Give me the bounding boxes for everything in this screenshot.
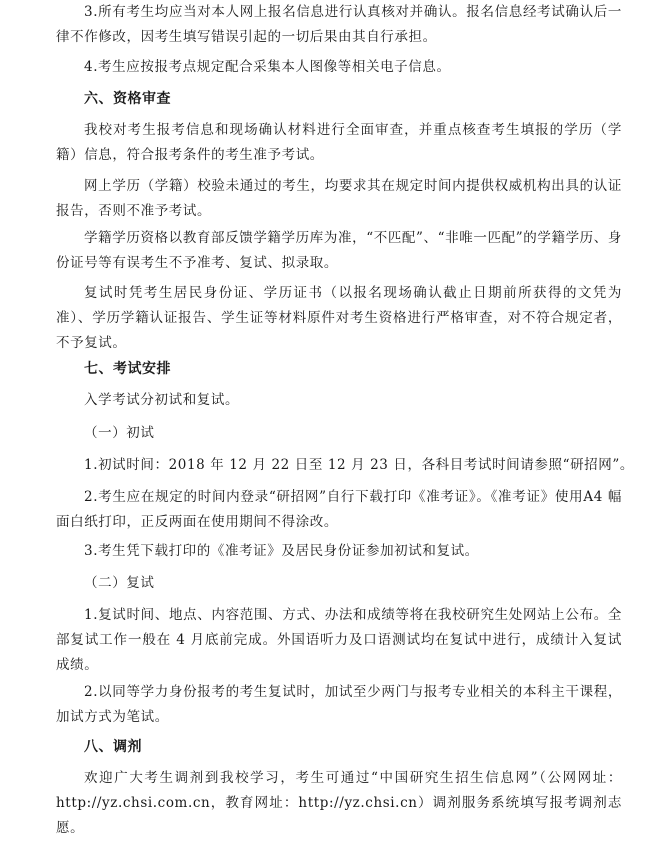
paragraph-preliminary-time: 1.初试时间：2018 年 12 月 22 日至 12 月 23 日，各科目考试时间请参照“研招网”。 [84, 457, 634, 473]
section-heading-qualification: 六、资格审查 [84, 91, 171, 107]
subheading-preliminary: （一）初试 [84, 425, 155, 441]
subheading-retest: （二）复试 [84, 575, 155, 591]
paragraph-adjustment-info: 欢迎广大考生调剂到我校学习，考生可通过“中国研究生招生信息网”（公网网址：http://yz.chsi.com.cn，教育网址：http://yz.chsi.cn）调剂服务系统填写报考调剂志愿。 [56, 770, 622, 836]
paragraph-retest-documents: 复试时凭考生居民身份证、学历证书（以报名现场确认截止日期前所获得的文凭为准）、学历学籍认证报告、学生证等材料原件对考生资格进行严格审查，对不符合规定者，不予复试。 [56, 285, 622, 351]
paragraph-bring-ticket: 3.考生凭下载打印的《准考证》及居民身份证参加初试和复试。 [84, 543, 479, 559]
paragraph-verify-info: 3.所有考生均应当对本人网上报名信息进行认真核对并确认。报名信息经考试确认后一律不作修改，因考生填写错误引起的一切后果由其自行承担。 [56, 4, 622, 45]
paragraph-admission-ticket: 2.考生应在规定的时间内登录“研招网”自行下载打印《准考证》。《准考证》使用A4 幅面白纸打印，正反两面在使用期间不得涂改。 [56, 489, 622, 530]
section-heading-exam-arrangement: 七、考试安排 [84, 361, 171, 377]
paragraph-exam-overview: 入学考试分初试和复试。 [84, 392, 240, 408]
paragraph-collect-image: 4.考生应按报考点规定配合采集本人图像等相关电子信息。 [84, 59, 451, 75]
paragraph-education-database: 学籍学历资格以教育部反馈学籍学历库为准，“不匹配”、“非唯一匹配”的学籍学历、身份证号等有误考生不予准考、复试、拟录取。 [56, 230, 622, 271]
paragraph-review-info: 我校对考生报考信息和现场确认材料进行全面审查，并重点核查考生填报的学历（学籍）信息，符合报考条件的考生准予考试。 [56, 122, 622, 163]
section-heading-adjustment: 八、调剂 [84, 739, 142, 755]
paragraph-equivalent-education: 2.以同等学力身份报考的考生复试时，加试至少两门与报考专业相关的本科主干课程，加试方式为笔试。 [56, 684, 622, 725]
paragraph-verification-report: 网上学历（学籍）校验未通过的考生，均要求其在规定时间内提供权威机构出具的认证报告，否则不准予考试。 [56, 178, 622, 219]
paragraph-retest-schedule: 1.复试时间、地点、内容范围、方式、办法和成绩等将在我校研究生处网站上公布。全部复试工作一般在 4 月底前完成。外国语听力及口语测试均在复试中进行，成绩计入复试成绩。 [56, 607, 622, 673]
